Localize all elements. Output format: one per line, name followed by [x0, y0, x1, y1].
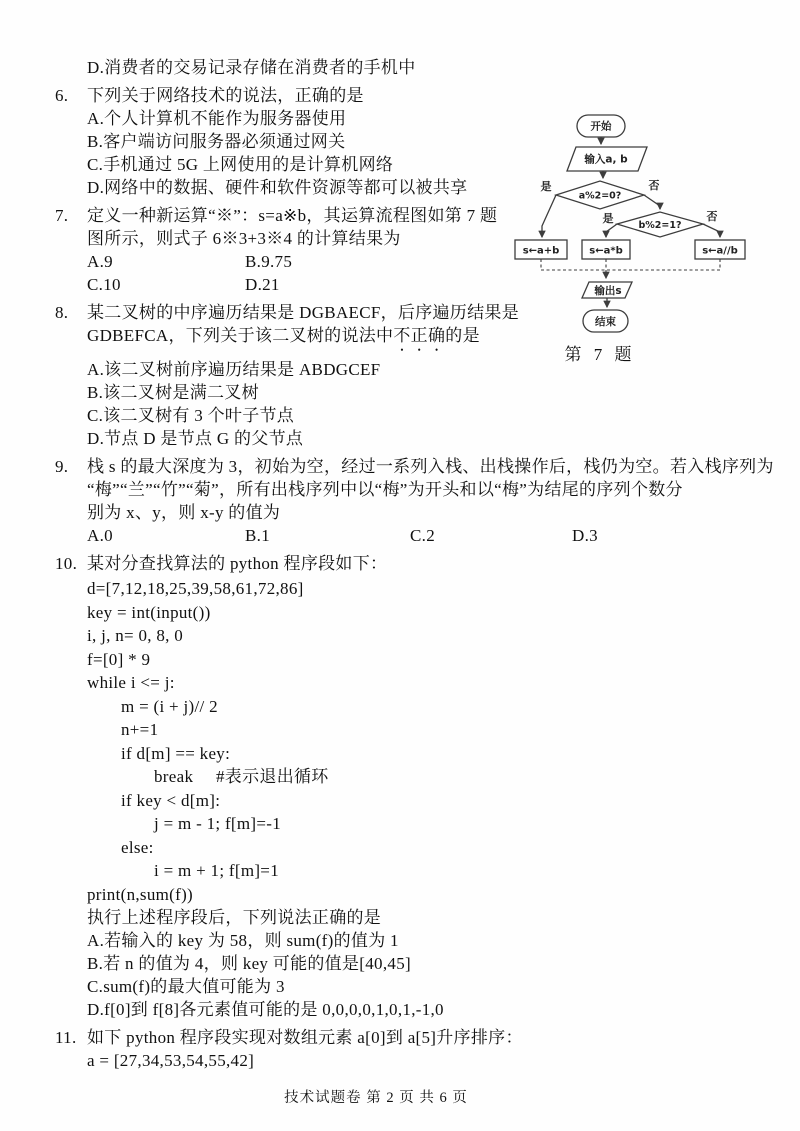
option-d: D.f[0]到 f[8]各元素值可能的是 0,0,0,0,1,0,1,-1,0	[87, 1000, 444, 1019]
option-b: B.客户端访问服务器必须通过网关	[87, 132, 346, 151]
question-stem: 某二叉树的中序遍历结果是 DGBAECF，后序遍历结果是	[87, 303, 519, 322]
question-stem: 定义一种新运算“※”：s=a※b，其运算流程图如第 7 题	[87, 206, 498, 225]
end-label: 结束	[595, 316, 616, 328]
code-line: if d[m] == key:	[121, 743, 231, 763]
question-7-flowchart	[500, 106, 760, 365]
yes-label: 是	[540, 180, 552, 193]
option-b: B.9.75	[245, 252, 293, 271]
option-a: A.9	[87, 252, 113, 271]
code-line: if key < d[m]:	[121, 790, 221, 810]
option-d: D.3	[572, 526, 598, 545]
process-3-label: s←a//b	[702, 245, 738, 257]
code-line: i = m + 1; f[m]=1	[154, 861, 279, 880]
code-line: n+=1	[121, 720, 159, 739]
yes-label: 是	[602, 212, 614, 225]
emphasized-text: 不正确	[393, 326, 446, 345]
code-line: m = (i + j)// 2	[121, 696, 218, 716]
code-line: print(n,sum(f))	[87, 884, 194, 904]
question-5-tail	[55, 56, 780, 79]
flowchart-svg	[500, 106, 760, 338]
code-line: while i <= j:	[87, 673, 175, 692]
question-11	[55, 1026, 780, 1072]
question-stem: 图所示，则式子 6※3+3※4 的计算结果为	[87, 229, 401, 248]
option-c: C.10	[87, 275, 121, 294]
page-footer: 技术试题卷 第 2 页 共 6 页	[284, 1090, 468, 1106]
no-label: 否	[648, 179, 660, 192]
question-number: 9.	[55, 457, 69, 476]
code-line: else:	[121, 837, 154, 857]
input-label: 输入a, b	[584, 153, 628, 166]
question-stem: 别为 x、y，则 x-y 的值为	[87, 503, 281, 522]
option-a: A.0	[87, 526, 113, 545]
option-c: C.手机通过 5G 上网使用的是计算机网络	[87, 155, 394, 174]
condition-1-label: a%2=0?	[578, 190, 622, 202]
option-c: C.2	[410, 526, 435, 545]
condition-2-label: b%2=1?	[638, 220, 682, 231]
option-b: B.1	[245, 526, 270, 545]
option-a: A.该二叉树前序遍历结果是 ABDGCEF	[87, 360, 381, 379]
python-code-block	[87, 577, 780, 906]
output-label: 输出s	[594, 285, 622, 297]
option-c: C.sum(f)的最大值可能为 3	[87, 977, 285, 996]
code-line: break #表示退出循环	[154, 767, 329, 786]
option-b: B.该二叉树是满二叉树	[87, 383, 259, 402]
process-2-label: s←a*b	[589, 245, 623, 257]
question-stem: 下列关于网络技术的说法，正确的是	[87, 86, 364, 105]
code-line: f=[0] * 9	[87, 649, 151, 669]
option-a: A.若输入的 key 为 58，则 sum(f)的值为 1	[87, 931, 399, 950]
question-stem: 某对分查找算法的 python 程序段如下：	[87, 554, 388, 573]
option-a: A.个人计算机不能作为服务器使用	[87, 109, 347, 128]
question-stem: 执行上述程序段后，下列说法正确的是	[87, 908, 382, 927]
question-stem: “梅”“兰”“竹”“菊”，所有出栈序列中以“梅”为开头和以“梅”为结尾的序列个数分	[87, 480, 683, 499]
flowchart-caption: 第 7 题	[564, 345, 636, 364]
code-line: i, j, n= 0, 8, 0	[87, 626, 184, 645]
process-1-label: s←a+b	[522, 245, 560, 257]
question-number: 11.	[55, 1028, 77, 1047]
question-9	[55, 455, 780, 547]
question-number: 8.	[55, 303, 69, 322]
question-stem: 栈 s 的最大深度为 3，初始为空，经过一系列入栈、出栈操作后，栈仍为空。若入栈序列为	[87, 457, 774, 476]
question-10	[55, 552, 780, 1021]
option-d: D.网络中的数据、硬件和软件资源等都可以被共享	[87, 178, 468, 197]
question-stem: 如下 python 程序段实现对数组元素 a[0]到 a[5]升序排序：	[87, 1028, 523, 1047]
start-label: 开始	[590, 120, 612, 133]
question-number: 10.	[55, 554, 78, 573]
code-line: a = [27,34,53,54,55,42]	[87, 1051, 255, 1070]
question-number: 6.	[55, 86, 69, 105]
code-line: key = int(input())	[87, 602, 211, 622]
question-number: 7.	[55, 206, 69, 225]
question-stem: GDBEFCA，下列关于该二叉树的说法中不正确的是	[87, 326, 480, 345]
no-label: 否	[706, 210, 718, 223]
option-c: C.该二叉树有 3 个叶子节点	[87, 406, 295, 425]
option-d: D.消费者的交易记录存储在消费者的手机中	[87, 58, 416, 77]
code-line: j = m - 1; f[m]=-1	[154, 814, 282, 833]
option-d: D.节点 D 是节点 G 的父节点	[87, 429, 304, 448]
option-d: D.21	[245, 275, 280, 294]
code-line: d=[7,12,18,25,39,58,61,72,86]	[87, 579, 304, 598]
option-b: B.若 n 的值为 4，则 key 可能的值是[40,45]	[87, 954, 411, 973]
